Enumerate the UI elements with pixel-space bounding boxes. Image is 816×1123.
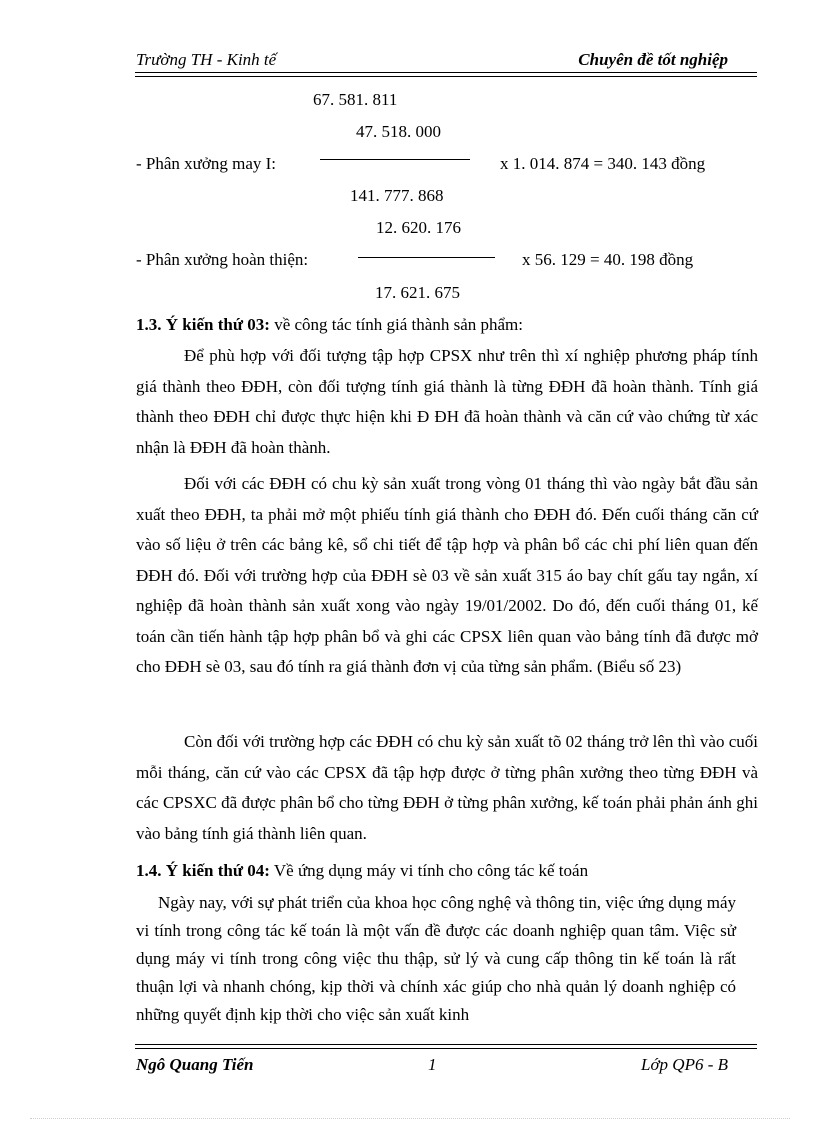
sewing-fraction-line — [320, 159, 470, 160]
paragraph-text: Còn đối với trường hợp các ĐĐH có chu kỳ sản xuất tõ 02 tháng trở lên thì vào cuối mỗi tháng, căn cứ vào các CPSX đã tập hợp được ở từng phân xưởng theo từng ĐĐH và các CPSXC đã được phân bổ cho từng ĐĐH ở từng phân xưởng, kế toán phải phản ánh ghi vào bảng tính giá thành liên quan. — [136, 732, 758, 843]
paragraph-text: Để phù hợp với đối tượng tập hợp CPSX như trên thì xí nghiệp phương pháp tính giá thành theo ĐĐH, còn đối tượng tính giá thành là từng ĐĐH đã hoàn thành. Tính giá thành theo ĐĐH chỉ được thực hiện khi Đ ĐH đã hoàn thành và căn cứ vào chứng từ xác nhận là ĐĐH đã hoàn thành. — [136, 346, 758, 457]
finishing-result: x 56. 129 = 40. 198 đồng — [522, 250, 694, 269]
paragraph-text: Ngày nay, với sự phát triển của khoa học công nghệ và thông tin, việc ứng dụng máy vi tính trong công tác kế toán là một vấn đề được các doanh nghiệp quan tâm. Việc sử dụng máy vi tính trong công việc thu thập, sử lý và cung cấp thông tin kế toán là rất thuận lợi và nhanh chóng, kịp thời và chính xác giúp cho nhà quản lý doanh nghiệp có những quyết định kịp thời cho việc sản xuất kinh — [136, 893, 736, 1024]
finishing-label: - Phân xưởng hoàn thiện: — [136, 250, 309, 269]
section-1-3-heading-bold: 1.3. Ý kiến thứ 03: — [136, 315, 270, 334]
footer-page-number: 1 — [428, 1055, 437, 1074]
header-rule-bottom — [135, 76, 757, 77]
footer-author: Ngô Quang Tiến — [136, 1055, 254, 1074]
calc-top-numerator: 67. 581. 811 — [313, 90, 398, 109]
sewing-result: x 1. 014. 874 = 340. 143 đồng — [500, 154, 706, 173]
finishing-numerator: 12. 620. 176 — [376, 218, 461, 237]
section-1-3-heading-text: về công tác tính giá thành sản phẩm: — [269, 315, 523, 334]
section-1-4-heading-bold: 1.4. Ý kiến thứ 04: — [136, 861, 270, 880]
paragraph-text: Đối với các ĐĐH có chu kỳ sản xuất trong vòng 01 tháng thì vào ngày bắt đầu sản xuất theo ĐĐH, ta phải mở một phiếu tính giá thành cho ĐĐH đó. Đến cuối tháng căn cứ vào số liệu ở trên các bảng kê, sổ chi tiết để tập hợp và phân bổ các chi phí liên quan đến ĐĐH đó. Đối với trường hợp của ĐĐH sè 03 về sản xuất 315 áo bay chít gấu tay ngắn, xí nghiệp đã hoàn thành sản xuất xong vào ngày 19/01/2002. Do đó, đến cuối tháng 01, kế toán cần tiến hành tập hợp phân bổ và ghi các CPSX liên quan vào bảng tính đã được mở cho ĐĐH sè 03, sau đó tính ra giá thành đơn vị của từng sản phẩm. (Biểu số 23) — [136, 474, 758, 676]
section-1-3-paragraph-1 — [136, 341, 758, 463]
section-1-4-heading — [136, 861, 588, 881]
footer-rule-top — [135, 1044, 757, 1045]
section-1-4-heading-text: Về ứng dụng máy vi tính cho công tác kế toán — [269, 861, 589, 880]
sewing-numerator: 47. 518. 000 — [356, 122, 441, 141]
header-school: Trường TH - Kinh tế — [136, 50, 277, 69]
finishing-fraction-line — [358, 257, 495, 258]
header-rule-top — [135, 72, 757, 73]
section-1-3-heading — [136, 315, 523, 335]
section-1-3-paragraph-3 — [136, 727, 758, 849]
section-1-4-paragraph — [136, 889, 736, 1029]
sewing-label: - Phân xưởng may I: — [136, 154, 277, 173]
page-bottom-dotted-line — [30, 1118, 790, 1119]
header-doc-type: Chuyên đề tốt nghiệp — [578, 50, 728, 69]
finishing-denominator: 17. 621. 675 — [375, 283, 460, 302]
footer-class: Lớp QP6 - B — [641, 1055, 728, 1074]
sewing-denominator: 141. 777. 868 — [350, 186, 444, 205]
footer-rule-bottom — [135, 1048, 757, 1049]
section-1-3-paragraph-2 — [136, 469, 758, 683]
